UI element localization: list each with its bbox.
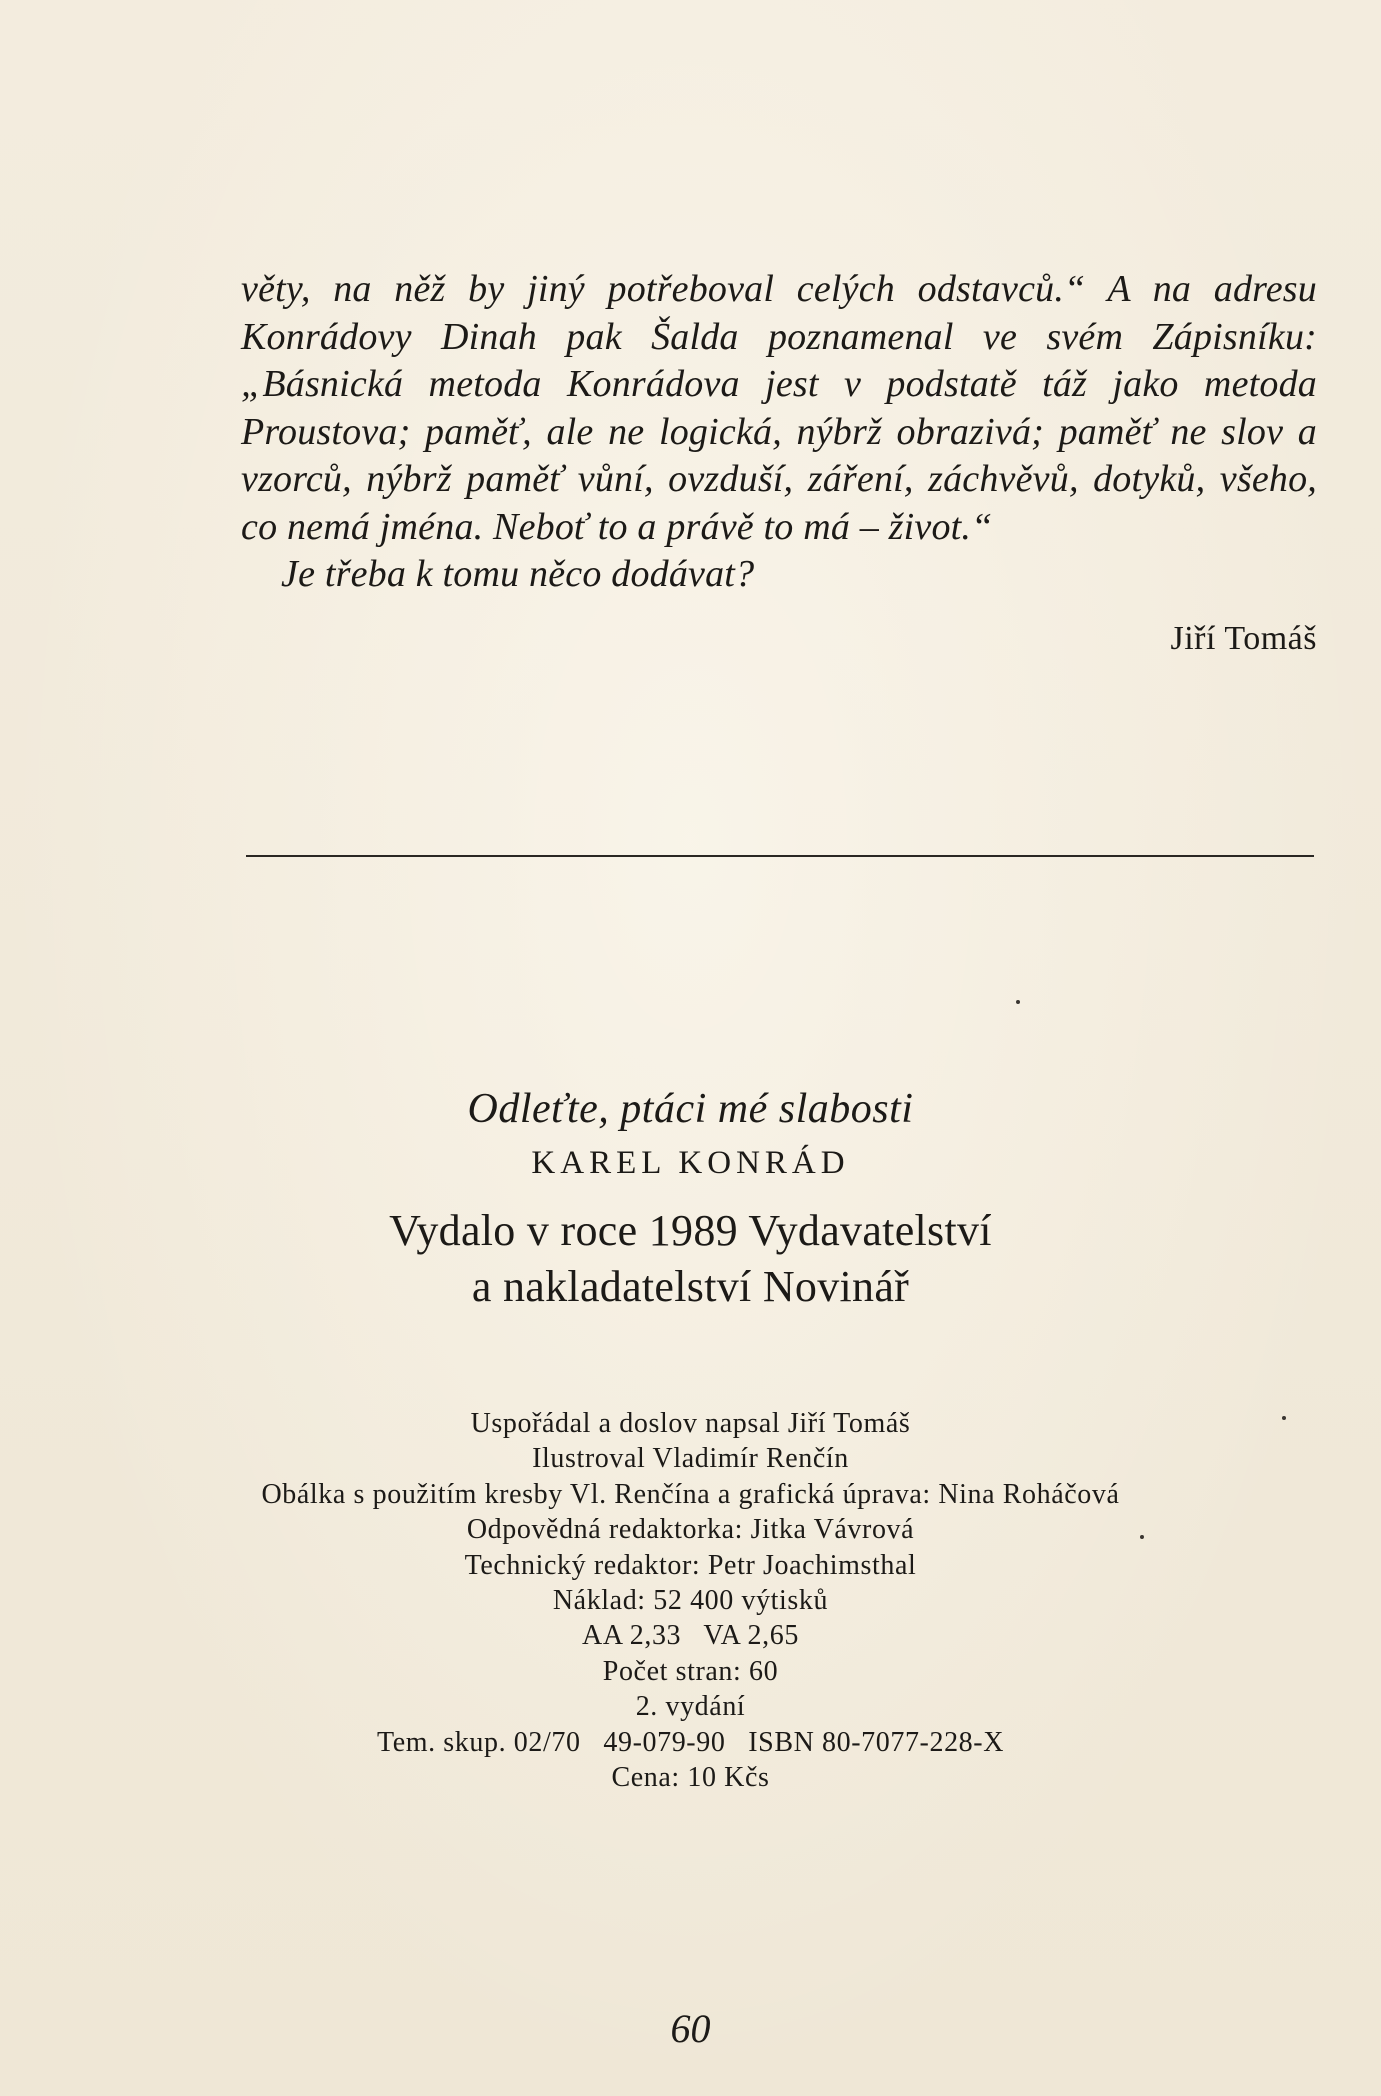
credit-line: Cena: 10 Kčs <box>611 1762 770 1794</box>
book-author: KAREL KONRÁD <box>531 1145 850 1181</box>
credit-line: Obálka s použitím kresby Vl. Renčína a grafická úprava: Nina Roháčová <box>261 1478 1120 1510</box>
credit-line: Náklad: 52 400 výtisků <box>552 1585 829 1617</box>
credit-line: AA 2,33 VA 2,65 <box>582 1620 799 1652</box>
credit-line: Ilustroval Vladimír Renčín <box>532 1443 849 1475</box>
credit-line: 2. vydání <box>635 1691 746 1723</box>
publisher-line: a nakladatelství Novinář <box>471 1262 910 1311</box>
credit-line: Technický redaktor: Petr Joachimsthal <box>464 1549 917 1581</box>
credit-line: Tem. skup. 02/70 49-079-90 ISBN 80-7077-228-X <box>376 1726 1005 1758</box>
publisher-statement <box>0 1203 1381 1315</box>
essay-text <box>241 266 1317 599</box>
page-number: 60 <box>670 2006 711 2051</box>
credit-line: Uspořádal a doslov napsal Jiří Tomáš <box>470 1408 911 1439</box>
essay-question: Je třeba k tomu něco dodávat? <box>281 553 755 595</box>
book-title: Odleťte, ptáci mé slabosti <box>467 1086 914 1132</box>
horizontal-divider <box>246 855 1314 857</box>
credit-line: Odpovědná redaktorka: Jitka Vávrová <box>466 1514 915 1546</box>
credit-line: Počet stran: 60 <box>602 1655 779 1687</box>
publisher-line: Vydalo v roce 1989 Vydavatelství <box>389 1206 992 1255</box>
essay-paragraph: věty, na něž by jiný potřeboval celých odstavců.“ A na adresu Konrádovy Dinah pak Šalda poznamenal ve svém Zápisníku: „Básnická metoda Konrádova jest v podstatě táž jako metoda Proustova; paměť, ale ne logická, nýbrž obrazivá; paměť ne slov a vzorců, nýbrž paměť vůní, ovzduší, záření, záchvěvů, dotyků, všeho, co nemá jména. Neboť to a právě to má – život.“ <box>241 268 1317 548</box>
credits-block <box>0 1406 1381 1795</box>
author-signature: Jiří Tomáš <box>1170 620 1317 657</box>
print-speck <box>1016 1000 1020 1004</box>
